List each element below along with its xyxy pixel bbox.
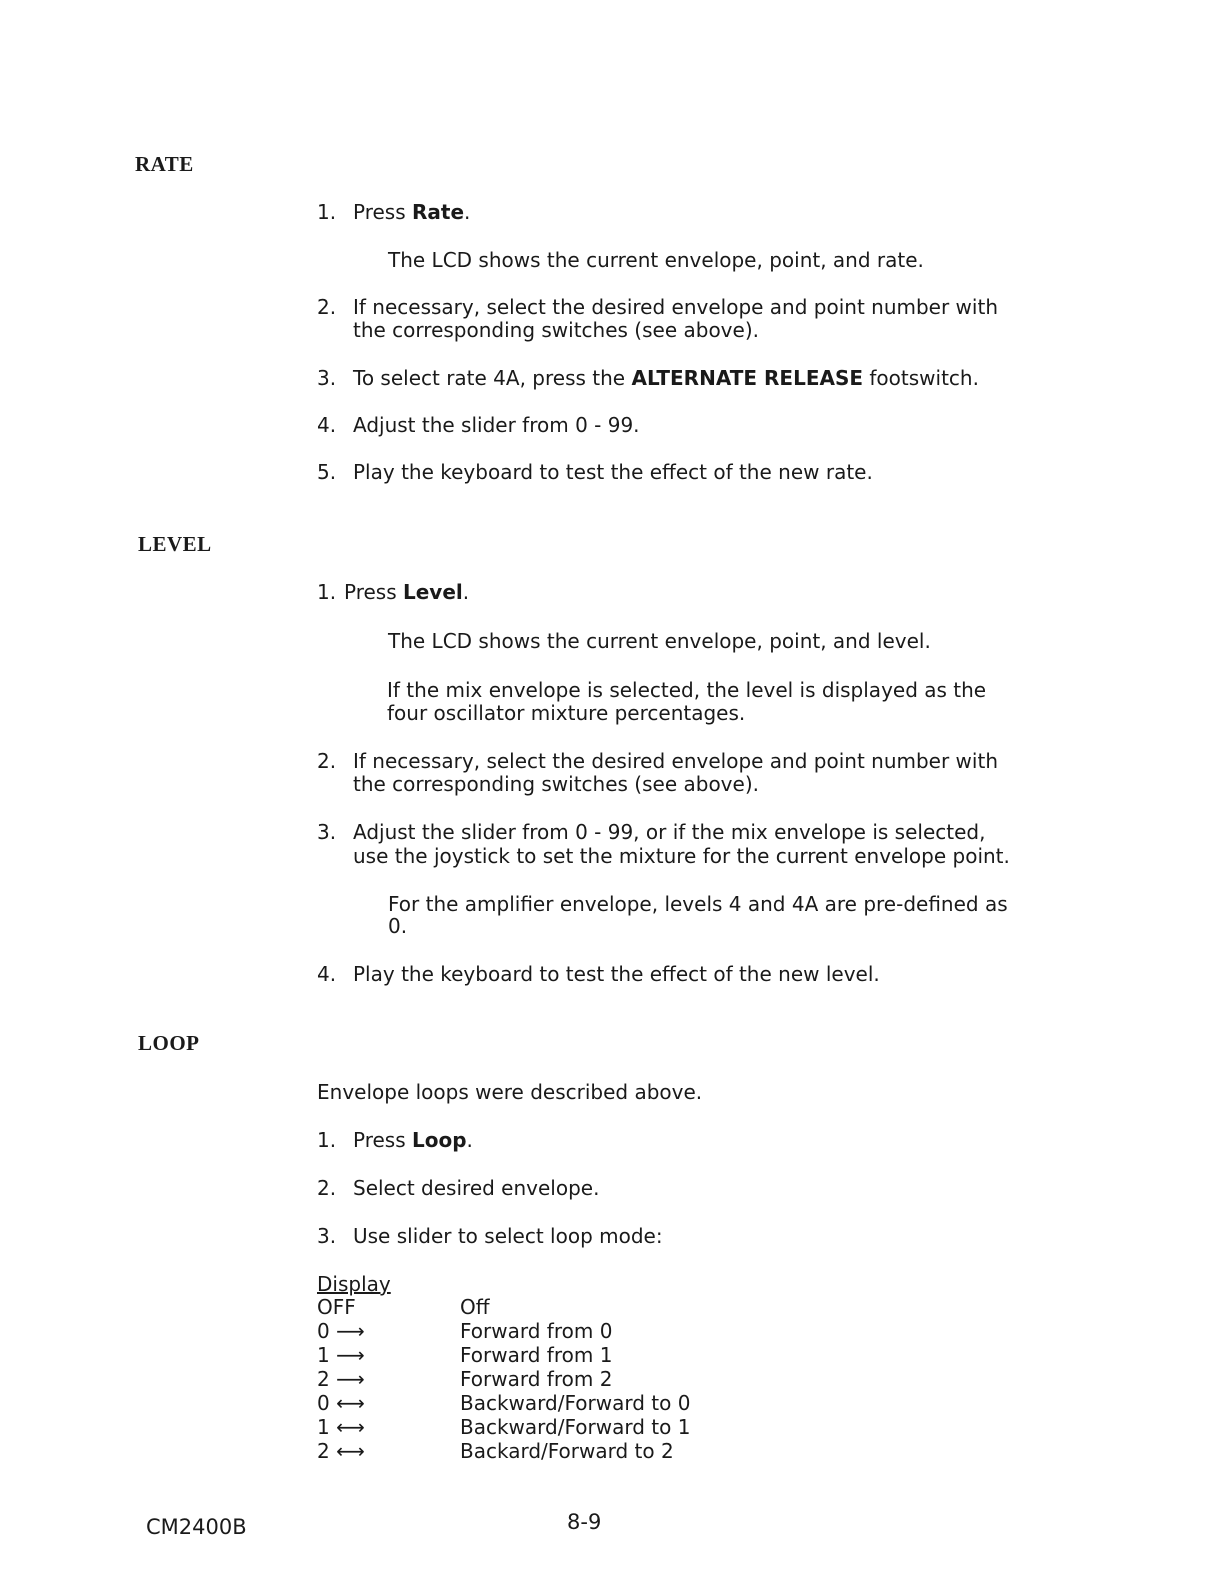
rate-step-2-cont: the corresponding switches (see above). [353, 318, 759, 342]
level-step-1 [317, 580, 469, 604]
step-number: 1. [317, 200, 337, 224]
level-step-3-cont: use the joystick to set the mixture for the current envelope point. [353, 844, 1010, 868]
step-text: Press [353, 200, 412, 224]
level-note-2: If the mix envelope is selected, the level is displayed as the [387, 678, 987, 702]
step-text: Play the keyboard to test the effect of the new level. [353, 962, 880, 986]
step-number: 2. [317, 1176, 337, 1200]
display-value: 0 ⟶ [317, 1319, 365, 1343]
rate-step-4 [317, 413, 640, 437]
step-text: Adjust the slider from 0 - 99. [353, 413, 640, 437]
level-step-2-cont: the corresponding switches (see above). [353, 772, 759, 796]
level-step-4 [317, 962, 880, 986]
step-text: Adjust the slider from 0 - 99, or if the mix envelope is selected, [353, 820, 986, 844]
level-step-2 [317, 749, 998, 773]
level-step-3 [317, 820, 985, 844]
rate-step-3 [317, 366, 979, 390]
mode-description: Forward from 1 [460, 1343, 613, 1367]
step-number: 2. [317, 749, 337, 773]
rate-step-1 [317, 200, 470, 224]
step-keyword: ALTERNATE RELEASE [631, 366, 864, 390]
step-text: Press [353, 1128, 412, 1152]
display-value: 1 ⟶ [317, 1343, 365, 1367]
step-number: 5. [317, 460, 337, 484]
step-text: Use slider to select loop mode: [353, 1224, 663, 1248]
mode-description: Backward/Forward to 1 [460, 1415, 691, 1439]
loop-step-2 [317, 1176, 599, 1200]
step-number: 4. [317, 962, 337, 986]
step-text-end: . [462, 580, 470, 604]
mode-description: Forward from 0 [460, 1319, 613, 1343]
step-text-end: footswitch. [863, 366, 979, 390]
step-number: 1. [317, 580, 337, 604]
level-note-3-cont: 0. [388, 914, 408, 938]
step-keyword: Rate [412, 200, 465, 224]
step-text: To select rate 4A, press the [353, 366, 632, 390]
step-text: If necessary, select the desired envelope and point number with [353, 749, 998, 773]
rate-note: The LCD shows the current envelope, point, and rate. [388, 248, 924, 272]
loop-step-3 [317, 1224, 663, 1248]
step-number: 3. [317, 366, 337, 390]
display-value: 2 ⟶ [317, 1367, 365, 1391]
section-heading-loop: LOOP [138, 1031, 200, 1055]
rate-step-2 [317, 295, 998, 319]
step-number: 2. [317, 295, 337, 319]
step-text: Select desired envelope. [353, 1176, 600, 1200]
mode-description: Forward from 2 [460, 1367, 613, 1391]
display-value: OFF [317, 1295, 356, 1319]
rate-step-5 [317, 460, 873, 484]
step-keyword: Level [403, 580, 463, 604]
step-text: Press [344, 580, 403, 604]
display-value: 2 ⟷ [317, 1439, 365, 1463]
display-value: 1 ⟷ [317, 1415, 365, 1439]
section-heading-rate: RATE [135, 152, 194, 176]
loop-intro: Envelope loops were described above. [317, 1080, 703, 1104]
footer-page-number: 8-9 [567, 1510, 602, 1534]
step-number: 1. [317, 1128, 337, 1152]
footer-doc-id: CM2400B [146, 1515, 247, 1539]
step-keyword: Loop [412, 1128, 467, 1152]
loop-step-1 [317, 1128, 473, 1152]
mode-description: Off [460, 1295, 490, 1319]
step-text: Play the keyboard to test the effect of the new rate. [353, 460, 873, 484]
step-number: 4. [317, 413, 337, 437]
step-text-end: . [464, 200, 471, 224]
step-text-end: . [466, 1128, 473, 1152]
display-value: 0 ⟷ [317, 1391, 365, 1415]
step-number: 3. [317, 1224, 337, 1248]
level-note-2-cont: four oscillator mixture percentages. [387, 701, 746, 725]
level-note-1: The LCD shows the current envelope, point, and level. [388, 629, 931, 653]
step-text: If necessary, select the desired envelope and point number with [353, 295, 998, 319]
mode-description: Backward/Forward to 0 [460, 1391, 691, 1415]
mode-description: Backard/Forward to 2 [460, 1439, 674, 1463]
section-heading-level: LEVEL [138, 532, 212, 556]
step-number: 3. [317, 820, 337, 844]
loop-table-header: Display [317, 1272, 391, 1296]
level-note-3: For the amplifier envelope, levels 4 and 4A are pre-defined as [388, 892, 1008, 916]
